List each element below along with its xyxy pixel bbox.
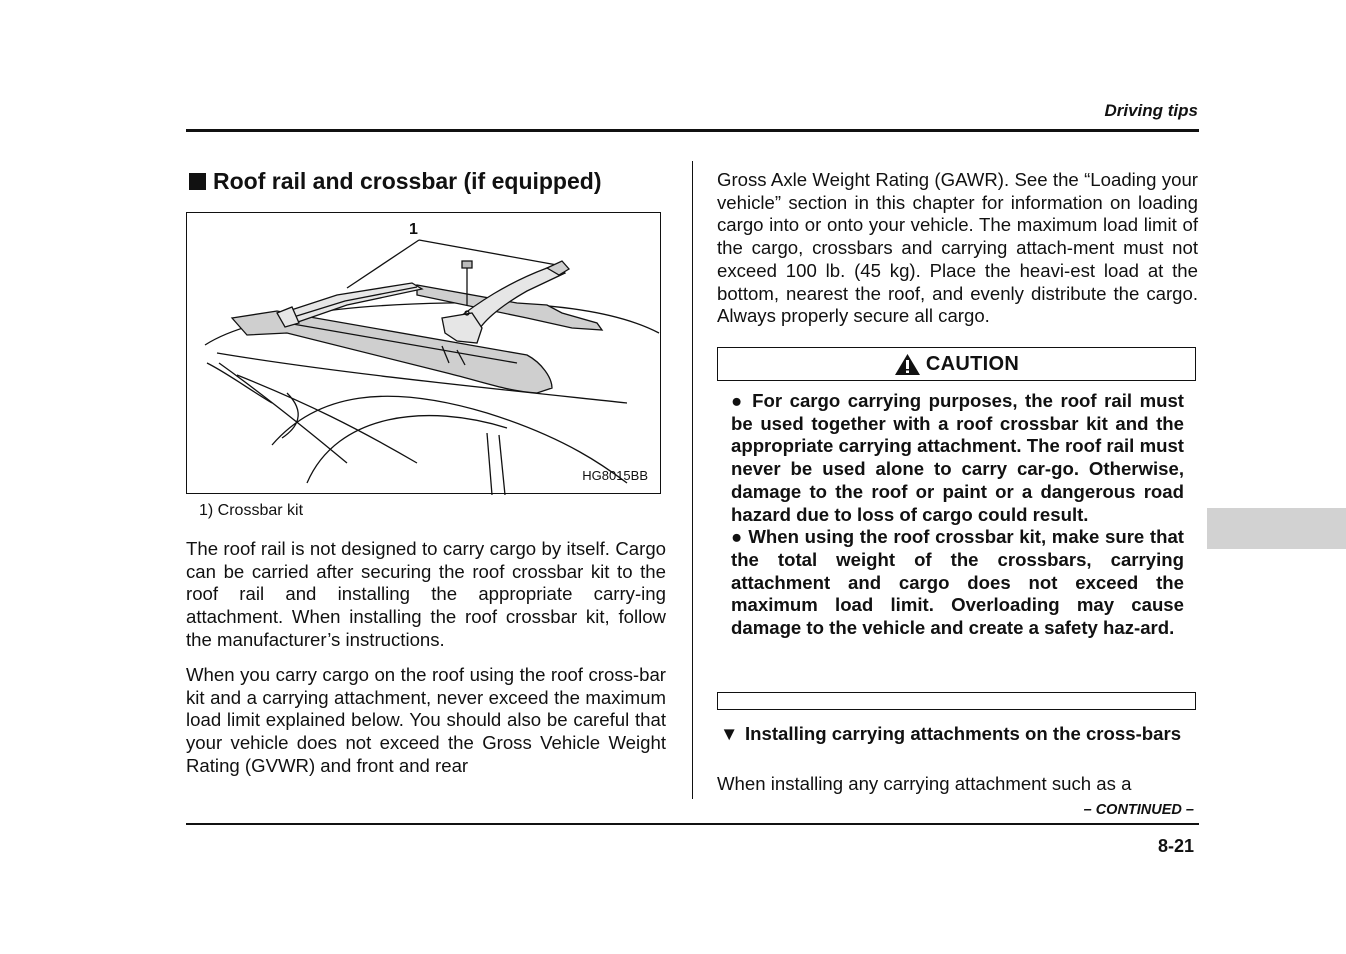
square-bullet-icon [189, 173, 206, 190]
body-paragraph: The roof rail is not designed to carry cargo by itself. Cargo can be carried after securing the roof crossbar kit to the roof rail and installing the appropriate carry-ing attachment. When installing the roof crossbar kit, follow the manufacturer’s instructions. [186, 538, 666, 650]
footer-rule [186, 823, 1199, 825]
header-rule [186, 129, 1199, 132]
caution-end-bar [717, 692, 1196, 710]
subheading-text: Installing carrying attachments on the cross-bars [745, 723, 1182, 744]
image-code: HG8015BB [582, 468, 648, 483]
page-number: 8-21 [1157, 836, 1194, 856]
caution-item: ● For cargo carrying purposes, the roof rail must be used together with a roof crossbar kit and the appropriate carrying attachment. The roof rail must never be used alone to carry car-go. Otherwise, damage to the roof or paint or a dangerous road hazard due to loss of cargo could result. [731, 390, 1184, 525]
leader-line [419, 240, 557, 265]
running-header: Driving tips [1104, 101, 1198, 120]
roof-rail-illustration [186, 212, 661, 494]
body-paragraph: Gross Axle Weight Rating (GAWR). See the “Loading your vehicle” section in this chapter for information on loading cargo into or onto your vehicle. The maximum load limit of the cargo, crossbars and carrying attach-ment must not exceed 100 lb. (45 kg). Place the heavi-est load at the bottom, nearest the roof, and evenly distribute the cargo. Always properly secure all cargo. [717, 169, 1198, 327]
continued-note: – CONTINUED – [1083, 802, 1194, 818]
caution-item: ● When using the roof crossbar kit, make sure that the total weight of the crossbars, carrying attachment and cargo does not exceed the maximum load limit. Overloading may cause damage to the vehicle and create a safety haz-ard. [731, 526, 1184, 639]
body-paragraph: When you carry cargo on the roof using the roof cross-bar kit and a carrying attachment, never exceed the maximum load limit explained below. You should also be careful that your vehicle does not exceed the Gross Vehicle Weight Rating (GVWR) and front and rear [186, 664, 666, 776]
subheading [720, 723, 1190, 746]
column-divider [692, 161, 693, 799]
figure-caption: 1) Crossbar kit [199, 502, 304, 519]
leader-line [347, 240, 419, 288]
caution-title: CAUTION [925, 352, 1020, 375]
triangle-down-icon: ▼ [720, 723, 739, 744]
caution-header [717, 347, 1196, 381]
section-heading [189, 168, 601, 195]
chapter-thumb-tab [1207, 508, 1346, 549]
car-roof-drawing [187, 213, 662, 495]
section-heading-text: Roof rail and crossbar (if equipped) [213, 168, 602, 194]
warning-triangle-icon [894, 353, 921, 376]
caution-body [731, 390, 1184, 640]
body-paragraph: When installing any carrying attachment such as a [717, 773, 1132, 794]
callout-number: 1 [409, 221, 418, 238]
